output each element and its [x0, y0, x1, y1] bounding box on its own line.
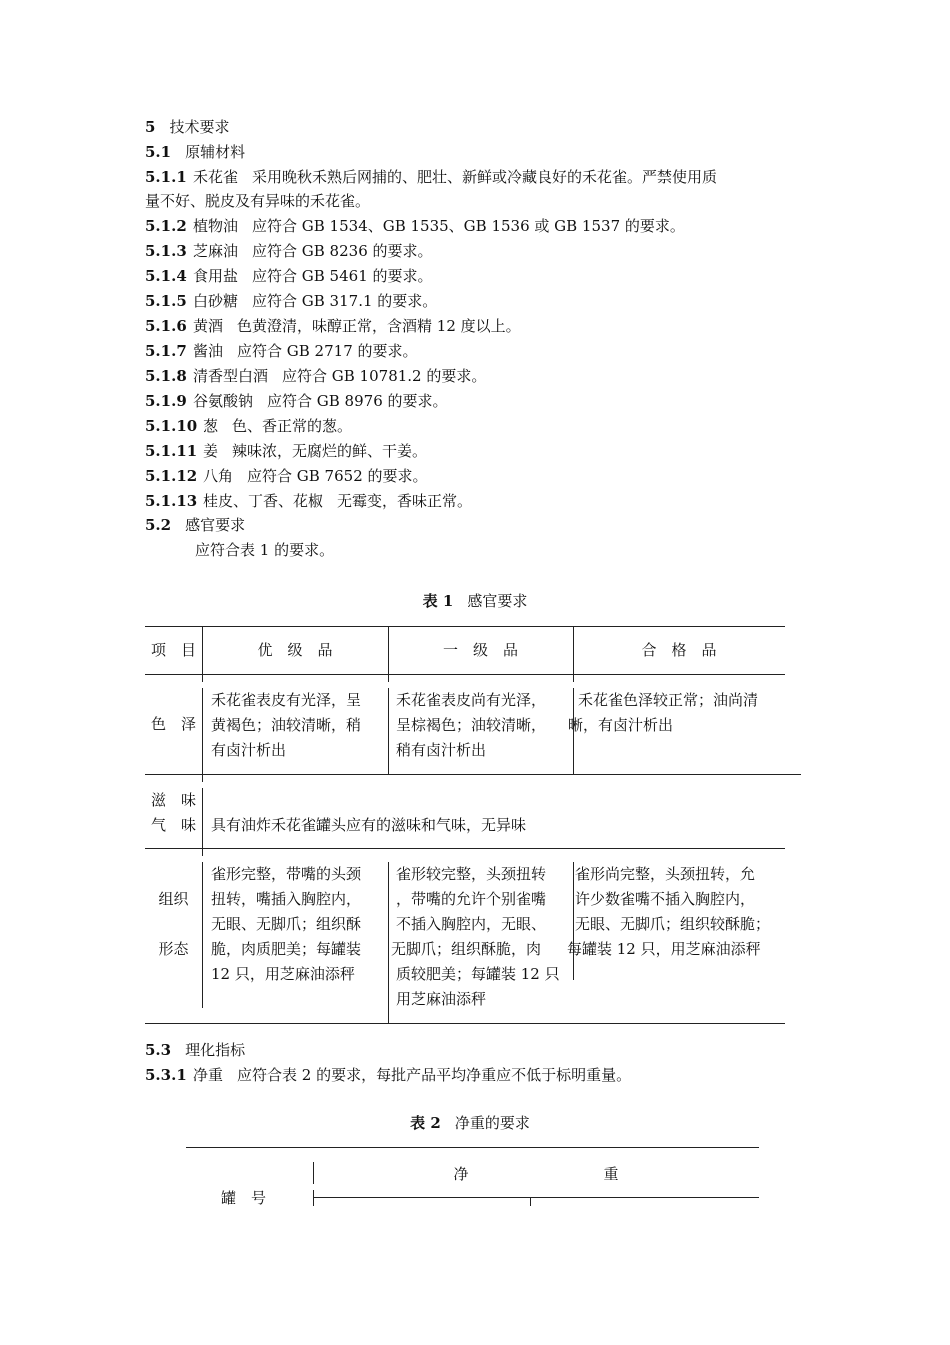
table1-row2-rule [145, 848, 785, 849]
table1-row1-rule [145, 774, 801, 775]
table1-texture-premium-line: 脆，肉质肥美；每罐装 [211, 940, 362, 958]
table1-row-form-label: 形态 [158, 940, 189, 958]
clause-5-1-6: 5.1.6 黄酒 色黄澄清，味醇正常，含酒精 12 度以上。 [145, 317, 521, 335]
section-5-2-heading: 5.2 感官要求 [145, 516, 246, 534]
table1-texture-first-line: 雀形较完整，头颈扭转 [396, 865, 547, 883]
table1-col-sep [202, 688, 203, 782]
clause-5-1-3: 5.1.3 芝麻油 应符合 GB 8236 的要求。 [145, 242, 433, 260]
table1-color-first-line: 呈棕褐色；油较清晰， [396, 716, 547, 734]
table1-header-item: 项 目 [150, 641, 196, 659]
table1-header-qualified: 合 格 品 [641, 641, 717, 659]
table1-texture-qualified-line: 无眼、无脚爪；组织较酥脆； [575, 915, 771, 933]
clause-5-1-9: 5.1.9 谷氨酸钠 应符合 GB 8976 的要求。 [145, 392, 448, 410]
table2-col-sep [530, 1197, 531, 1206]
table1-texture-premium-line: 无眼、无脚爪；组织酥 [211, 915, 362, 933]
table1-texture-first-line: 用芝麻油添秤 [396, 990, 487, 1008]
table1-row-texture-label: 组织 [158, 890, 189, 908]
table1-row-odor-label: 气 味 [150, 816, 196, 834]
table1-col-sep [202, 788, 203, 856]
table1-texture-qualified-line: 每罐装 12 只，用芝麻油添秤 [567, 940, 761, 958]
section-5-heading: 5 技术要求 [145, 118, 230, 136]
table1-color-premium-line: 有卤汁析出 [211, 741, 287, 759]
clause-5-1-1: 5.1.1 禾花雀 采用晚秋禾熟后网捕的、肥壮、新鲜或冷藏良好的禾花雀。严禁使用质 [145, 168, 718, 186]
section-5-2-text: 应符合表 1 的要求。 [195, 541, 335, 559]
table1-color-first-line: 稍有卤汁析出 [396, 741, 487, 759]
clause-5-1-7: 5.1.7 酱油 应符合 GB 2717 的要求。 [145, 342, 418, 360]
clause-5-1-4: 5.1.4 食用盐 应符合 GB 5461 的要求。 [145, 267, 433, 285]
table2-col-sep [313, 1190, 314, 1206]
table1-texture-premium-line: 12 只，用芝麻油添秤 [211, 965, 355, 983]
table1-col-sep [202, 862, 203, 1008]
table1-row-color-label: 色 泽 [150, 715, 196, 733]
table1-texture-premium-line: 扭转，嘴插入胸腔内， [211, 890, 362, 908]
table2-header-net-weight: 净 重 [453, 1165, 619, 1183]
table1-col-sep [388, 688, 389, 774]
table1-taste-text: 具有油炸禾花雀罐头应有的滋味和气味，无异味 [211, 816, 527, 834]
table1-texture-first-line: 不插入胸腔内，无眼、 [396, 915, 547, 933]
table1-color-premium-line: 黄褐色；油较清晰，稍 [211, 716, 362, 734]
table1-row-taste-label: 滋 味 [150, 791, 196, 809]
table2-group-rule [313, 1197, 759, 1198]
table2-header-can-number: 罐 号 [221, 1189, 267, 1207]
table1-texture-premium-line: 雀形完整，带嘴的头颈 [211, 865, 362, 883]
table1-header-first-grade: 一 级 品 [442, 641, 518, 659]
clause-5-1-1-continued: 量不好、脱皮及有异味的禾花雀。 [145, 192, 371, 210]
table1-header-rule [145, 674, 785, 675]
section-5-3-heading: 5.3 理化指标 [145, 1041, 246, 1059]
table1-col-sep [573, 862, 574, 980]
table1-texture-first-line: 质较肥美；每罐装 12 只 [396, 965, 560, 983]
table1-texture-first-line: 无脚爪；组织酥脆，肉 [391, 940, 542, 958]
table1-caption: 表 1 感官要求 [422, 592, 528, 610]
clause-5-1-8: 5.1.8 清香型白酒 应符合 GB 10781.2 的要求。 [145, 367, 487, 385]
clause-5-1-2: 5.1.2 植物油 应符合 GB 1534、GB 1535、GB 1536 或 GB 1537 的要求。 [145, 217, 685, 235]
table1-col-sep [388, 862, 389, 1023]
clause-5-1-10: 5.1.10 葱 色、香正常的葱。 [145, 417, 353, 435]
table1-color-qualified-line: 禾花雀色泽较正常；油尚清 [578, 691, 759, 709]
table1-color-premium-line: 禾花雀表皮有光泽，呈 [211, 691, 362, 709]
clause-5-1-11: 5.1.11 姜 辣味浓，无腐烂的鲜、干姜。 [145, 442, 428, 460]
section-5-1-heading: 5.1 原辅材料 [145, 143, 246, 161]
clause-5-1-12: 5.1.12 八角 应符合 GB 7652 的要求。 [145, 467, 428, 485]
table2-top-rule [186, 1147, 759, 1148]
table1-top-rule [145, 626, 785, 627]
table1-texture-qualified-line: 许少数雀嘴不插入胸腔内， [575, 890, 756, 908]
table1-color-first-line: 禾花雀表皮尚有光泽， [396, 691, 547, 709]
table1-texture-first-line: ，带嘴的允许个别雀嘴 [396, 890, 547, 908]
table1-bottom-rule [145, 1023, 785, 1024]
table1-color-qualified-line: 晰，有卤汁析出 [568, 716, 674, 734]
clause-5-1-5: 5.1.5 白砂糖 应符合 GB 317.1 的要求。 [145, 292, 438, 310]
table1-texture-qualified-line: 雀形尚完整，头颈扭转，允 [575, 865, 756, 883]
clause-5-3-1: 5.3.1 净重 应符合表 2 的要求，每批产品平均净重应不低于标明重量。 [145, 1066, 632, 1084]
table2-caption: 表 2 净重的要求 [410, 1114, 530, 1132]
clause-5-1-13: 5.1.13 桂皮、丁香、花椒 无霉变，香味正常。 [145, 492, 473, 510]
table1-header-premium: 优 级 品 [257, 641, 333, 659]
